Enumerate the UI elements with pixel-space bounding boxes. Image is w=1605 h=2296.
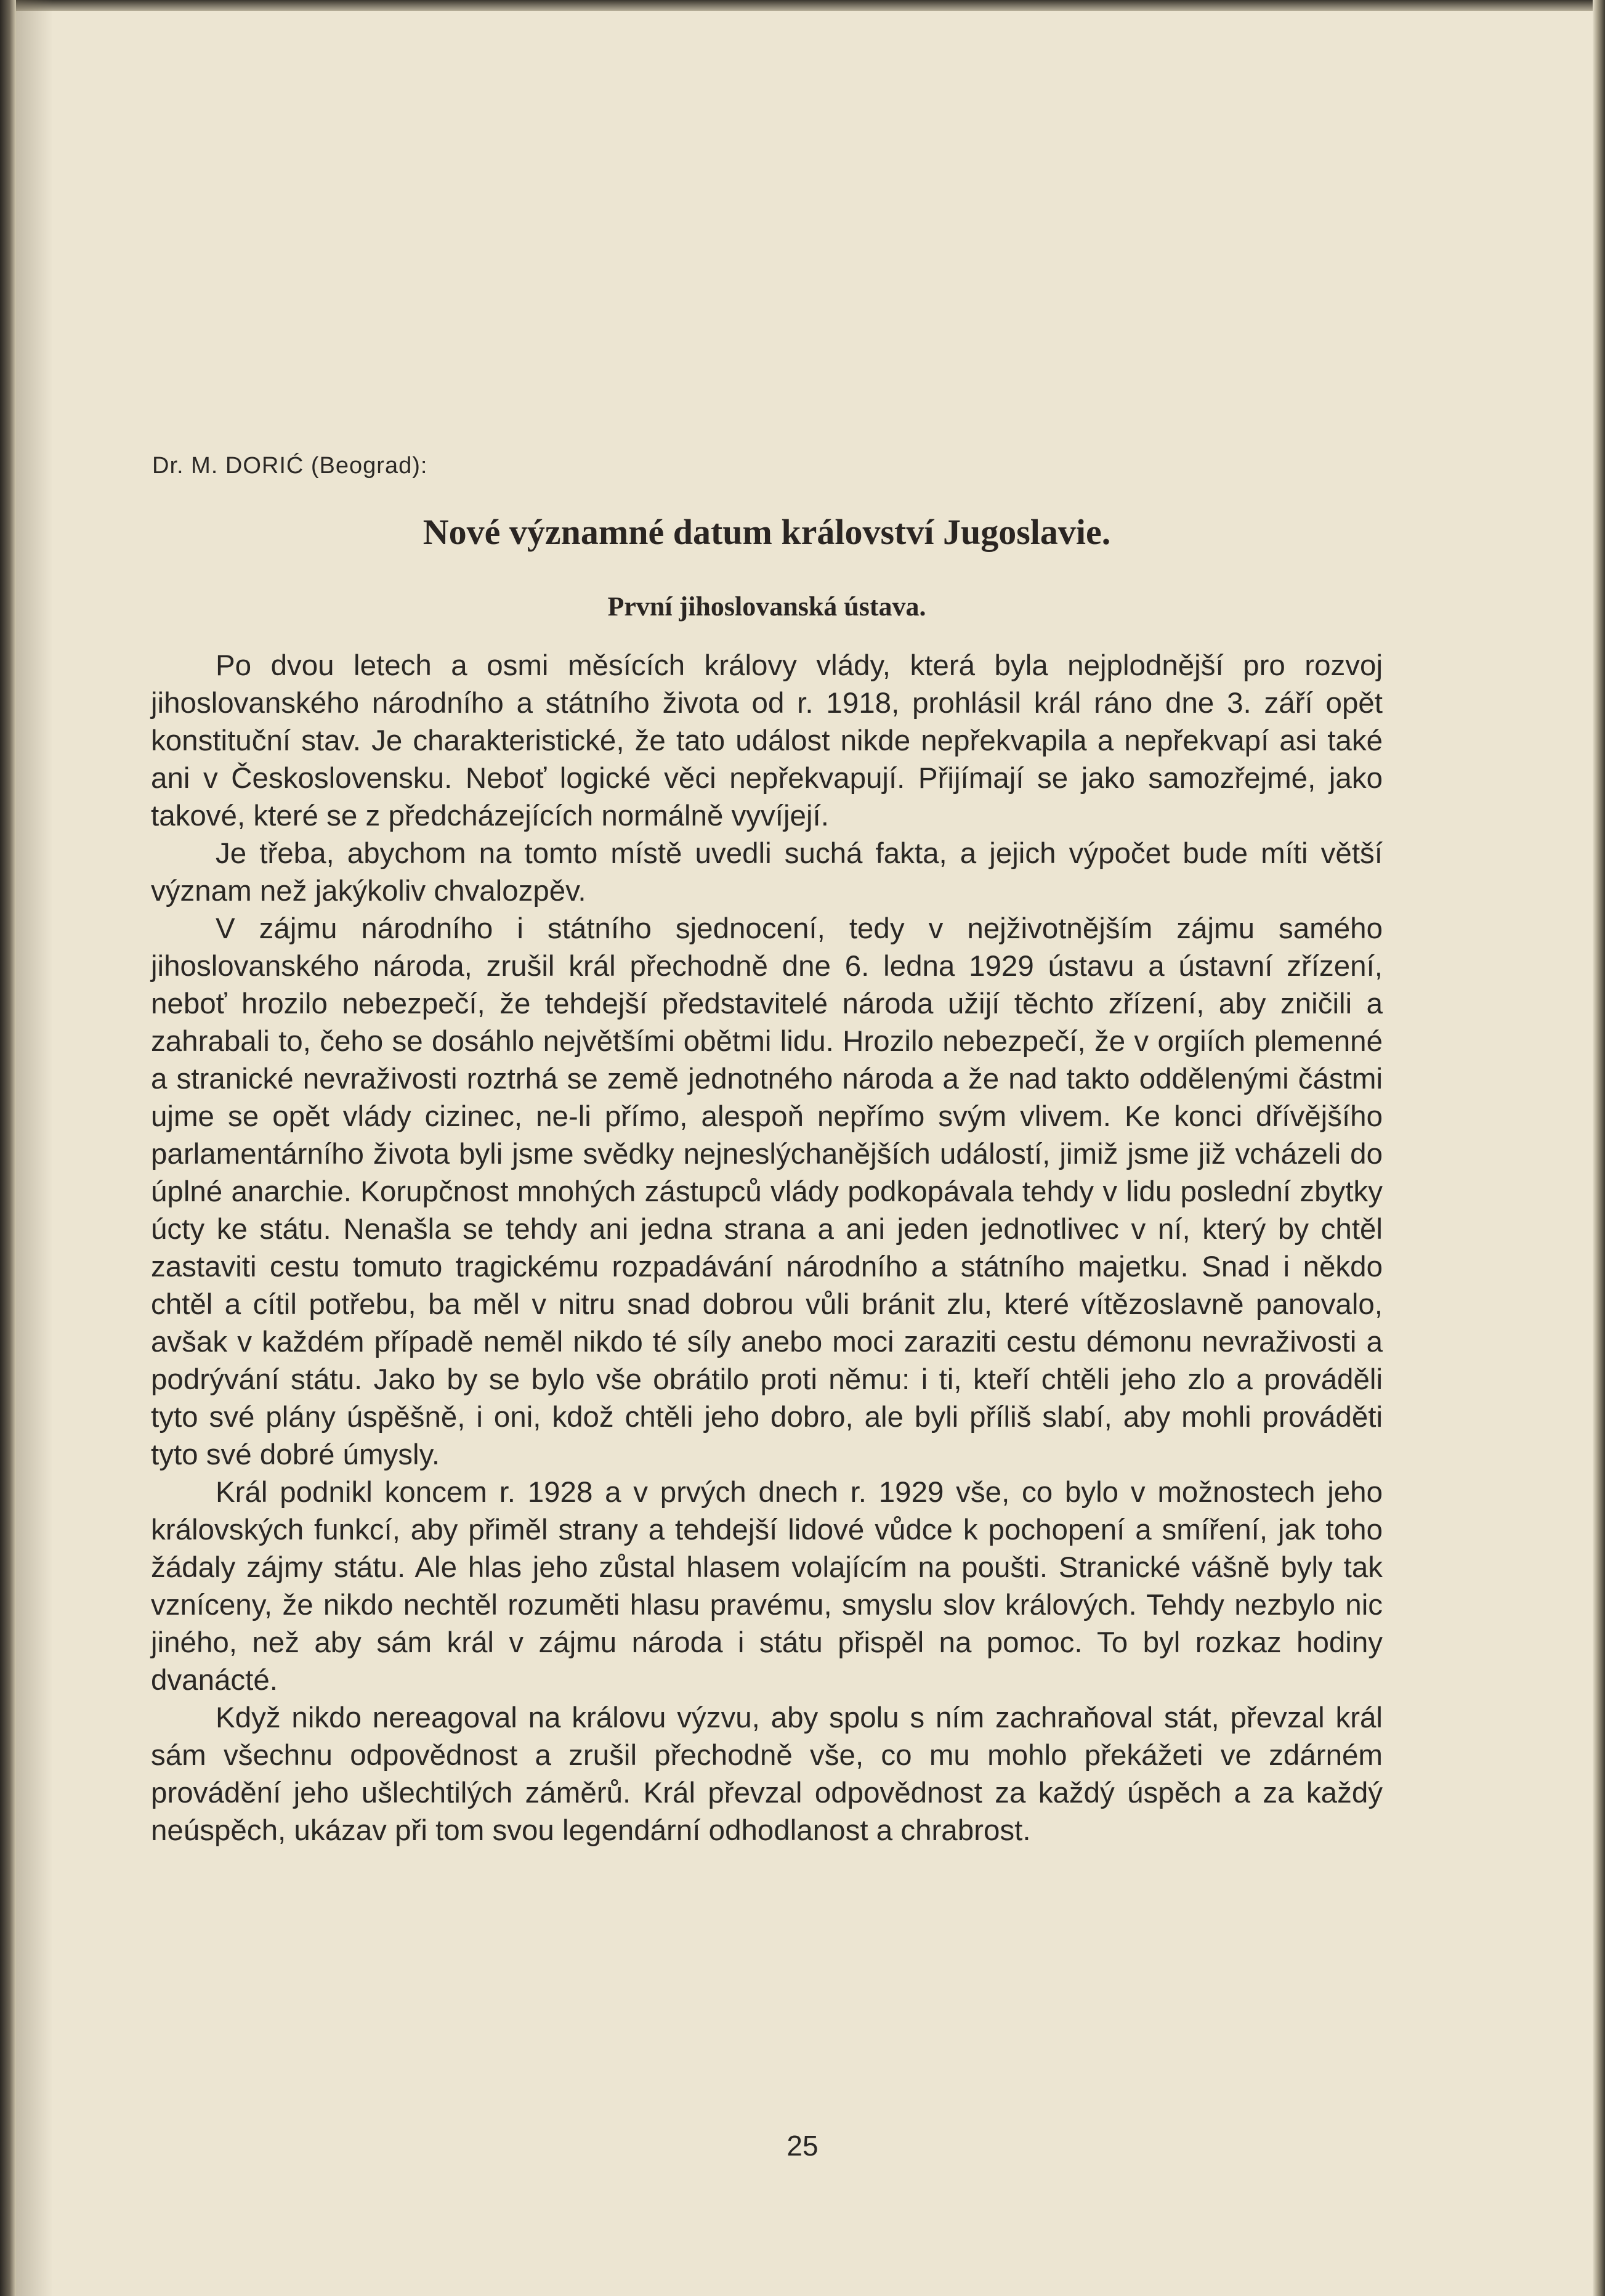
page-number: 25 [786,2130,819,2162]
paragraph-3: V zájmu národního i státního sjednocení, tedy v nejživotnějším zájmu samého jihoslovanského národa, zrušil král přechodně dne 6. ledna 1929 ústavu a ústavní zřízení, neboť hrozilo nebezpečí, že tehdejší představitelé národa užijí těchto zřízení, aby zničili a zahrabali to, čeho se dosáhlo největšími obětmi lidu. Hrozilo nebezpečí, že v orgiích plemenné a stranické nevraživosti roztrhá se země jednotného národa a že nad takto oddělenými částmi ujme se opět vlády cizinec, ne-li přímo, alespoň nepřímo svým vlivem. Ke konci dřívějšího parlamentárního života byli jsme svědky nejneslýchanějších událostí, jimiž jsme již vcházeli do úplné anarchie. Korupčnost mnohých zástupců vlády podkopávala tehdy v lidu poslední zbytky úcty ke státu. Nenašla se tehdy ani jedna strana a ani jeden jednotlivec v ní, který by chtěl zastaviti cestu tomuto tragickému rozpadávání národního a státního majetku. Snad i někdo chtěl a cítil potřebu, ba měl v nitru snad dobrou vůli bránit zlu, které vítězoslavně panovalo, avšak v každém případě neměl nikdo té síly anebo moci zaraziti cestu démonu nevraživosti a podrývání státu. Jako by se bylo vše obrátilo proti němu: i ti, kteří chtěli jeho zlo a prováděli tyto své plány úspěšně, i oni, kdož chtěli jeho dobro, ale byli příliš slabí, aby mohli prováděti tyto své dobré úmysly. [151,912,1383,1471]
article-title: Nové významné datum království Jugoslavie. [422,512,1111,552]
article-author: Dr. M. DORIĆ (Beograd): [152,453,428,479]
paragraph-1: Po dvou letech a osmi měsících královy vlády, která byla nejplodnější pro rozvoj jihoslovanského národního a státního života od r. 1918, prohlásil král ráno dne 3. září opět konstituční stav. Je charakteristické, že tato událost nikde nepřekvapila a nepřekvapí asi také ani v Československu. Neboť logické věci nepřekvapují. Přijímají se jako samozřejmé, jako takové, které se z předcházejících normálně vyvíjejí. [151,649,1383,832]
gutter-shade [16,0,53,2296]
scan-edge-top [0,0,1605,11]
scan-edge-right [1593,0,1605,2296]
scan-edge-left [0,0,16,2296]
paragraph-4: Král podnikl koncem r. 1928 a v prvých dnech r. 1929 vše, co bylo v možnostech jeho královských funkcí, aby přiměl strany a tehdejší lidové vůdce k pochopení a smíření, jak toho žádaly zájmy státu. Ale hlas jeho zůstal hlasem volajícím na poušti. Stranické vášně byly tak vzníceny, že nikdo nechtěl rozuměti hlasu pravému, smyslu slov králových. Tehdy nezbylo nic jiného, než aby sám král v zájmu národa i státu přispěl na pomoc. To byl rozkaz hodiny dvanácté. [151,1476,1383,1697]
article-body [151,647,1383,1849]
paragraph-2: Je třeba, abychom na tomto místě uvedli suchá fakta, a jejich výpočet bude míti větší význam než jakýkoliv chvalozpěv. [151,837,1383,907]
article-subtitle: První jihoslovanská ústava. [607,591,926,622]
paragraph-5: Když nikdo nereagoval na královu výzvu, aby spolu s ním zachraňoval stát, převzal král sám všechnu odpovědnost a zrušil přechodně vše, co mu mohlo překážeti ve zdárném provádění jeho ušlechtilých záměrů. Král převzal odpovědnost za každý úspěch a za každý neúspěch, ukázav při tom svou legendární odhodlanost a chrabrost. [151,1702,1383,1847]
article [151,453,1383,1849]
